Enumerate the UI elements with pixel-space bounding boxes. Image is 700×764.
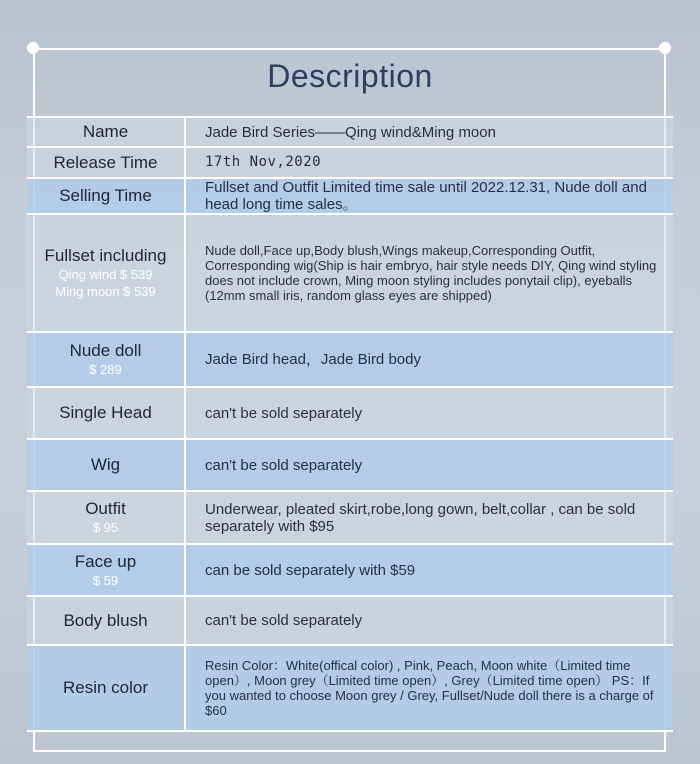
- row-outfit: [27, 492, 673, 545]
- price-ming-moon: Ming moon $ 539: [55, 284, 156, 299]
- row-label: Resin color: [27, 646, 186, 730]
- row-resin-color: [27, 646, 673, 732]
- row-selling-time: [27, 179, 673, 215]
- row-label: Wig: [27, 440, 186, 490]
- price-nude-doll: $ 289: [89, 362, 122, 377]
- price-face-up: $ 59: [92, 572, 119, 588]
- row-value: can be sold separately with $59: [205, 561, 416, 579]
- row-label: Single Head: [27, 388, 186, 438]
- row-face-up: [27, 545, 673, 597]
- row-value: can't be sold separately: [205, 612, 363, 629]
- row-fullset: [27, 215, 673, 333]
- description-table: [27, 116, 673, 732]
- row-value: Jade Bird head，Jade Bird body: [205, 351, 421, 368]
- row-label: Release Time: [27, 148, 186, 177]
- page-title: Description: [267, 58, 433, 94]
- row-wig: [27, 440, 673, 492]
- price-qing-wind: Qing wind $ 539: [58, 267, 153, 282]
- row-nude-doll: [27, 333, 673, 388]
- row-release-time: [27, 148, 673, 179]
- row-label-group: [27, 492, 186, 543]
- row-label-group: [27, 333, 186, 386]
- row-value: can't be sold separately: [205, 404, 363, 422]
- row-label: Nude doll: [69, 341, 142, 360]
- row-value: 17th Nov,2020: [205, 154, 322, 170]
- row-value: Jade Bird Series——Qing wind&Ming moon: [205, 123, 496, 141]
- row-value: Nude doll,Face up,Body blush,Wings makeup,Corresponding Outfit, Corresponding wig(Ship is hair embryo, hair style needs DIY, Qing wind styling does not include crown, Ming moon styling includes ponytail clip), eyeballs (12mm small iris, random glass eyes are shipped): [205, 243, 657, 303]
- row-label: Face up: [74, 551, 137, 571]
- price-outfit: $ 95: [92, 520, 119, 535]
- row-label: Name: [27, 118, 186, 146]
- row-label: Fullset including: [44, 246, 167, 265]
- row-name: [27, 118, 673, 148]
- row-single-head: [27, 388, 673, 440]
- row-label-group: [27, 215, 186, 331]
- corner-dot-right: [659, 42, 671, 54]
- row-value: Underwear, pleated skirt,robe,long gown, belt,collar , can be sold separately with $95: [205, 500, 636, 535]
- row-value: can't be sold separately: [205, 456, 363, 474]
- corner-dot-left: [27, 42, 39, 54]
- row-label: Selling Time: [27, 179, 186, 213]
- row-value: Resin Color：White(offical color) , Pink, Peach, Moon white（Limited time open）, Moon grey（Limited time open）, Grey（Limited time open） PS：If you wanted to choose Moon grey / Grey, Fullset/Nude doll there is a charge of $60: [205, 658, 654, 718]
- row-label-group: [27, 545, 186, 595]
- row-value: Fullset and Outfit Limited time sale until 2022.12.31, Nude doll and head long time sales。: [205, 179, 647, 213]
- row-body-blush: [27, 597, 673, 646]
- row-label: Outfit: [85, 499, 126, 518]
- row-label: Body blush: [27, 597, 186, 644]
